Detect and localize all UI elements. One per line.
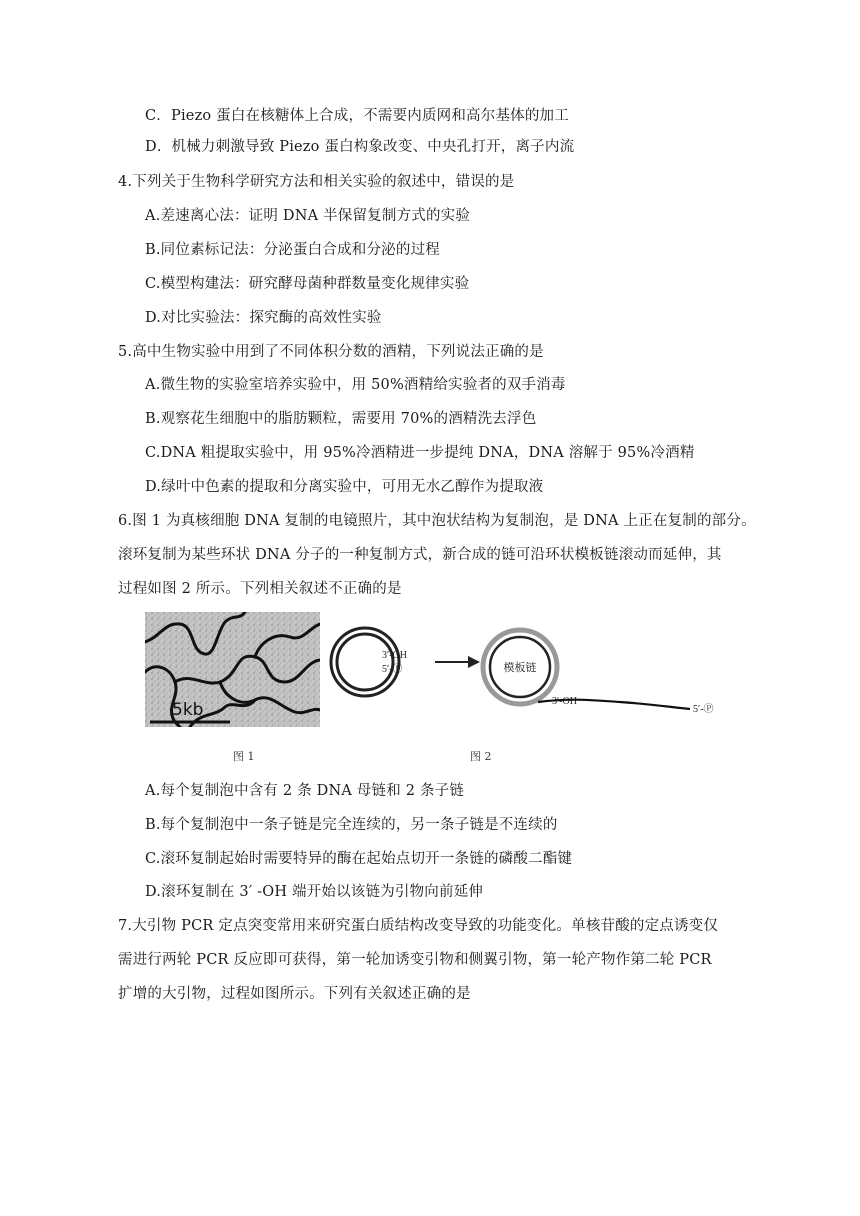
q6-option-c: C.滚环复制起始时需要特异的酶在起始点切开一条链的磷酸二酯键 xyxy=(145,851,573,867)
q3-option-c: C．Piezo 蛋白在核糖体上合成，不需要内质网和高尔基体的加工 xyxy=(145,108,569,124)
question-6-stem-line3: 过程如图 2 所示。下列相关叙述不正确的是 xyxy=(118,581,402,597)
q6-option-b: B.每个复制泡中一条子链是完全连续的，另一条子链是不连续的 xyxy=(145,817,558,833)
right-5p-label: 5′-Ⓟ xyxy=(693,704,714,715)
q4-option-c: C.模型构建法：研究酵母菌种群数量变化规律实验 xyxy=(145,276,470,292)
question-4-stem: 4.下列关于生物科学研究方法和相关实验的叙述中，错误的是 xyxy=(118,174,515,190)
q6-option-a: A.每个复制泡中含有 2 条 DNA 母链和 2 条子链 xyxy=(145,783,465,799)
q4-option-a: A.差速离心法：证明 DNA 半保留复制方式的实验 xyxy=(145,208,471,224)
question-6-stem-line1: 6.图 1 为真核细胞 DNA 复制的电镜照片，其中泡状结构为复制泡，是 DNA 上正在复制的部分。 xyxy=(118,513,756,529)
question-7-stem-line3: 扩增的大引物，过程如图所示。下列有关叙述正确的是 xyxy=(118,986,471,1002)
question-6-stem-line2: 滚环复制为某些环状 DNA 分子的一种复制方式，新合成的链可沿环状模板链滚动而延伸，其 xyxy=(118,547,722,563)
arrow-icon xyxy=(435,656,480,668)
q5-option-d: D.绿叶中色素的提取和分离实验中，可用无水乙醇作为提取液 xyxy=(145,479,544,495)
question-7-stem-line2: 需进行两轮 PCR 反应即可获得，第一轮加诱变引物和侧翼引物，第一轮产物作第二轮 PCR xyxy=(118,952,712,968)
figure-2-caption: 图 2 xyxy=(470,750,492,763)
question-5-stem: 5.高中生物实验中用到了不同体积分数的酒精，下列说法正确的是 xyxy=(118,344,544,360)
q5-option-c: C.DNA 粗提取实验中，用 95%冷酒精进一步提纯 DNA，DNA 溶解于 95%冷酒精 xyxy=(145,445,695,461)
q6-option-d: D.滚环复制在 3′ -OH 端开始以该链为引物向前延伸 xyxy=(145,884,484,900)
figure-2-diagram xyxy=(320,612,740,742)
q4-option-b: B.同位素标记法：分泌蛋白合成和分泌的过程 xyxy=(145,242,440,258)
figure-1-caption: 图 1 xyxy=(233,750,255,763)
template-strand-label: 模板链 xyxy=(503,662,537,674)
left-3oh-label: 3′-OH xyxy=(382,650,407,661)
q5-option-b: B.观察花生细胞中的脂肪颗粒，需要用 70%的酒精洗去浮色 xyxy=(145,411,537,427)
scale-bar-label: 5kb xyxy=(172,700,204,720)
q4-option-d: D.对比实验法：探究酶的高效性实验 xyxy=(145,310,382,326)
figure-1-micrograph xyxy=(145,612,320,727)
q5-option-a: A.微生物的实验室培养实验中，用 50%酒精给实验者的双手消毒 xyxy=(145,377,566,393)
q3-option-d: D．机械力刺激导致 Piezo 蛋白构象改变、中央孔打开，离子内流 xyxy=(145,139,575,155)
left-5p-label: 5′-Ⓟ xyxy=(382,664,403,675)
left-circle-outer-strand xyxy=(331,628,399,696)
question-7-stem-line1: 7.大引物 PCR 定点突变常用来研究蛋白质结构改变导致的功能变化。单核苷酸的定点诱变仅 xyxy=(118,918,719,934)
left-circle-inner-strand xyxy=(337,634,393,690)
right-3oh-label: 3′-OH xyxy=(552,696,577,707)
